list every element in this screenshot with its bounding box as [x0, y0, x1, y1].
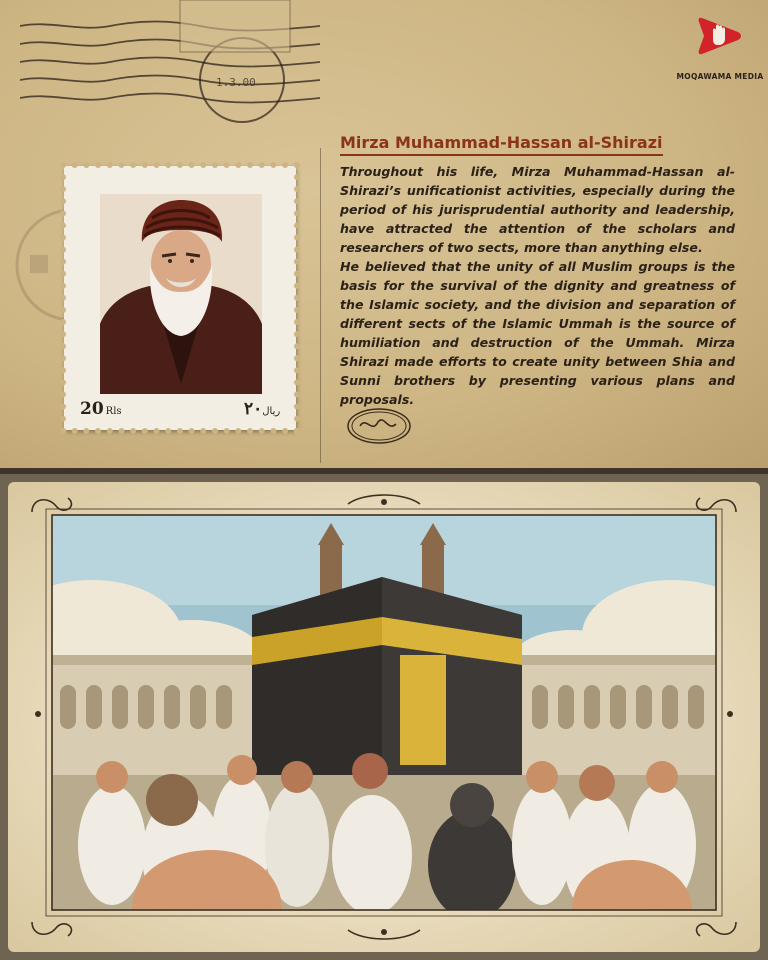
biography-paragraph: He believed that the unity of all Muslim groups is the basis for the survival of the dignity and greatness of the Islamic society, and the division and separation of different sects of the Islamic Ummah is the source of humiliation and destruction of the Ummah. Mirza Shirazi made efforts to create unity between Shia and Sunni brothers by presenting various plans and proposals. — [340, 259, 735, 407]
biography-paragraph: Throughout his life, Mirza Muhammad-Hassan al-Shirazi’s unificationist activities, especially during the period of his jurisprudential authority and leadership, have attracted the attention of the scholars and researchers of two sects, more than anything else. — [340, 164, 735, 255]
biography-text — [340, 162, 735, 409]
postmark-wavy-lines — [20, 0, 320, 140]
moqawama-logo-icon — [696, 12, 744, 60]
postcard-title: Mirza Muhammad-Hassan al-Shirazi — [340, 133, 663, 156]
stamp-value-persian: ریال٢٠ — [244, 399, 281, 419]
decorative-frame — [8, 482, 760, 952]
postcard-divider — [320, 148, 321, 463]
moqawama-logo-text: MOQAWAMA MEDIA — [676, 72, 764, 81]
stamp-value-latin: 20 Rls — [80, 399, 122, 419]
signature-seal — [346, 406, 412, 446]
svg-text:1.3.00: 1.3.00 — [216, 76, 256, 89]
scholar-portrait-illustration — [100, 194, 262, 394]
postcard-back — [0, 0, 768, 470]
